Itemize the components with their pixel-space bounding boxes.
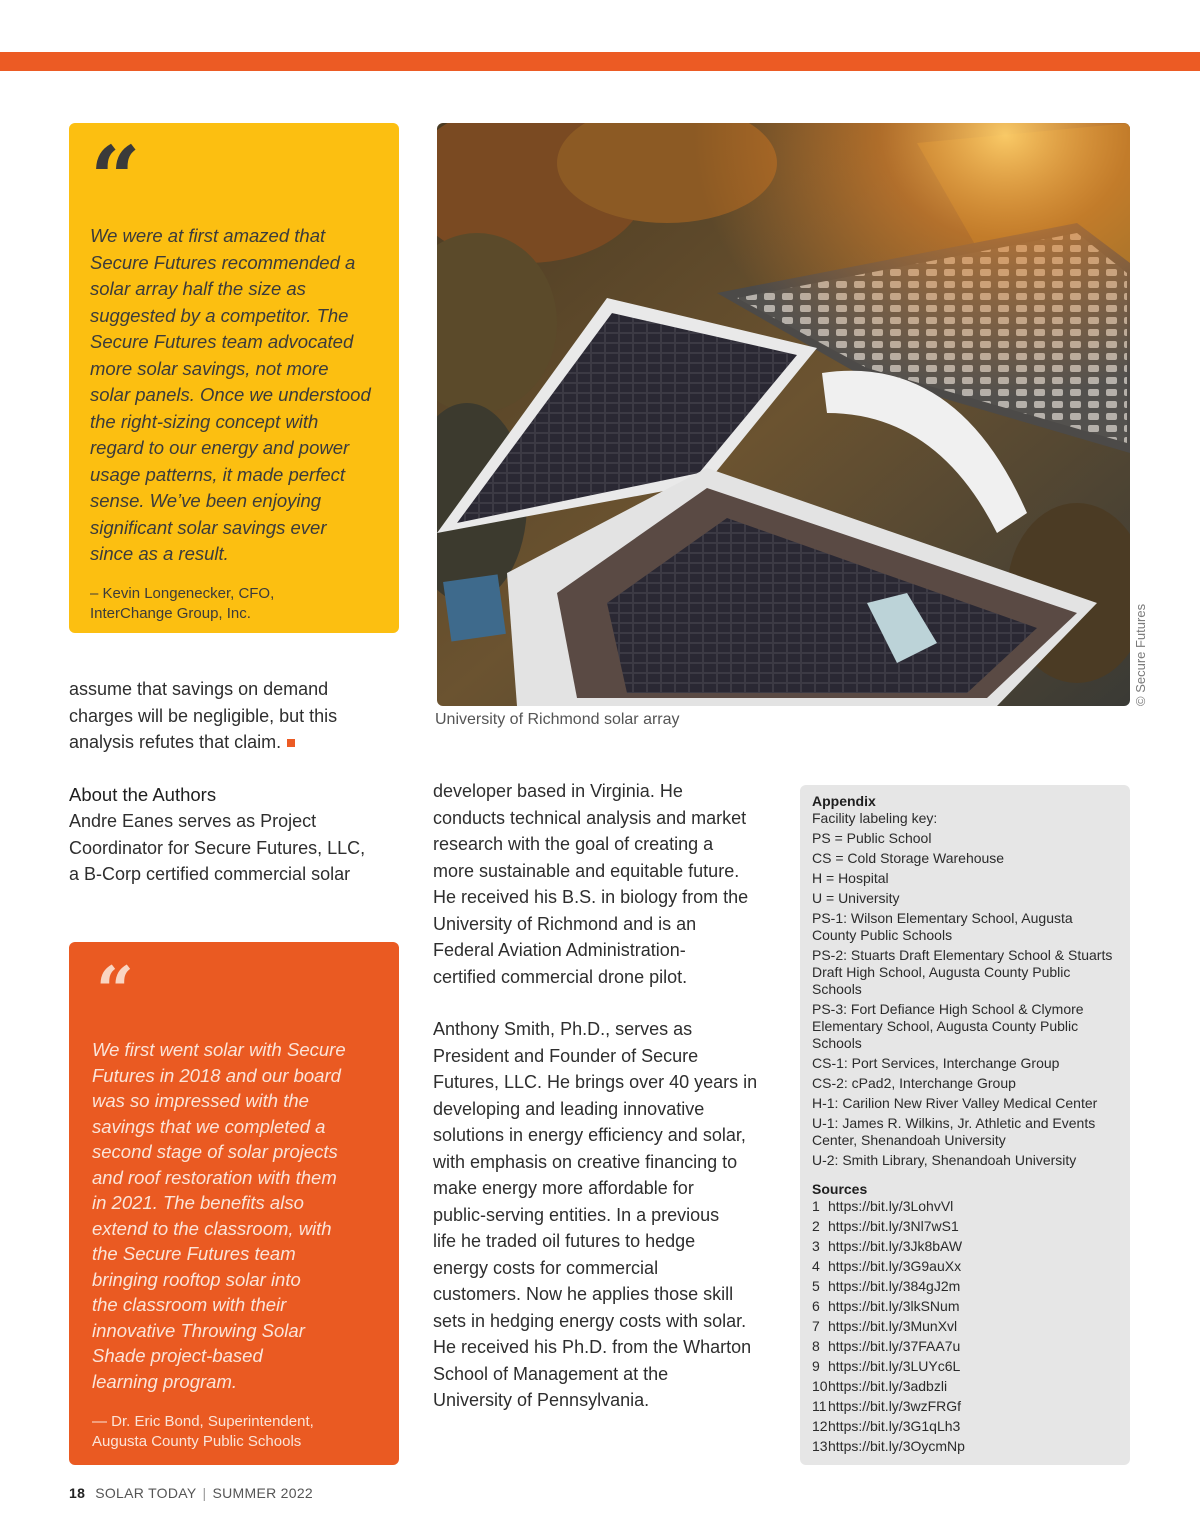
source-number: 10 xyxy=(812,1378,828,1394)
quote-text: We were at first amazed that Secure Futures recommended a solar array half the size as suggested by a competitor. The Secure Futures team advocated more solar savings, not more solar panels. Once we understood the right-sizing concept with regard to our energy and power usage patterns, it made perfect sense. We’ve been enjoying significant solar savings ever since as a result. xyxy=(90,225,371,564)
footer-separator: | xyxy=(202,1485,207,1501)
appendix-item: CS = Cold Storage Warehouse xyxy=(812,850,1005,866)
source-item[interactable] xyxy=(812,1198,1120,1215)
article-continuation xyxy=(69,676,389,756)
source-item[interactable] xyxy=(812,1418,1120,1435)
appendix-item: PS-1: Wilson Elementary School, Augusta County Public Schools xyxy=(812,910,1073,943)
source-item[interactable] xyxy=(812,1218,1120,1235)
source-number: 6 xyxy=(812,1298,820,1314)
source-item[interactable] xyxy=(812,1338,1120,1355)
source-item[interactable] xyxy=(812,1238,1120,1255)
source-item[interactable] xyxy=(812,1438,1120,1455)
source-link[interactable]: https://bit.ly/3Nl7wS1 xyxy=(828,1218,959,1234)
source-item[interactable] xyxy=(812,1378,1120,1395)
author-bios-column xyxy=(433,778,773,1414)
source-number: 11 xyxy=(812,1398,827,1414)
author-bio-eanes-continued: developer based in Virginia. He conducts technical analysis and market research with the goal of creating a more sustainable and equitable future. He received his B.S. in biology from the University of Richmond and is an Federal Aviation Administration- certified commercial drone pilot. xyxy=(433,781,749,987)
source-number: 3 xyxy=(812,1238,820,1254)
about-the-authors xyxy=(69,782,399,888)
page-footer xyxy=(69,1485,313,1501)
source-item[interactable] xyxy=(812,1278,1120,1295)
appendix-heading: Appendix xyxy=(812,793,876,809)
appendix-item: H = Hospital xyxy=(812,870,889,886)
source-link[interactable]: https://bit.ly/37FAA7u xyxy=(828,1338,961,1354)
appendix-list xyxy=(812,810,1120,1169)
pull-quote-longenecker xyxy=(69,123,399,633)
source-number: 5 xyxy=(812,1278,820,1294)
source-link[interactable]: https://bit.ly/3adbzli xyxy=(828,1378,948,1394)
author-bio-smith: Anthony Smith, Ph.D., serves as President and Founder of Secure Futures, LLC. He brings over 40 years in developing and leading innovative solutions in energy efficiency and solar, with emphasis on creative financing to make energy more affordable for public-serving entities. In a previous life he traded oil futures to hedge energy costs for commercial customers. Now he applies those skill sets in hedging energy costs with solar. He received his Ph.D. from the Wharton School of Management at the University of Pennsylvania. xyxy=(433,1019,758,1410)
source-link[interactable]: https://bit.ly/3LohvVl xyxy=(828,1198,954,1214)
source-number: 7 xyxy=(812,1318,820,1334)
source-number: 4 xyxy=(812,1258,820,1274)
source-link[interactable]: https://bit.ly/3MunXvl xyxy=(828,1318,958,1334)
source-link[interactable]: https://bit.ly/3G9auXx xyxy=(828,1258,962,1274)
appendix-item: CS-1: Port Services, Interchange Group xyxy=(812,1055,1060,1071)
source-number: 2 xyxy=(812,1218,820,1234)
appendix-item: U-2: Smith Library, Shenandoah University xyxy=(812,1152,1077,1168)
source-number: 9 xyxy=(812,1358,820,1374)
top-accent-bar xyxy=(0,52,1200,71)
page-number: 18 xyxy=(69,1485,86,1501)
appendix-item: H-1: Carilion New River Valley Medical Center xyxy=(812,1095,1098,1111)
appendix-item: PS-3: Fort Defiance High School & Clymore Elementary School, Augusta County Public Schools xyxy=(812,1001,1084,1051)
section-heading: About the Authors xyxy=(69,784,217,805)
source-link[interactable]: https://bit.ly/3G1qLh3 xyxy=(828,1418,961,1434)
source-number: 12 xyxy=(812,1418,828,1434)
quote-attribution: — Dr. Eric Bond, Superintendent, Augusta County Public Schools xyxy=(92,1413,314,1450)
source-item[interactable] xyxy=(812,1298,1120,1315)
appendix-item: CS-2: cPad2, Interchange Group xyxy=(812,1075,1016,1091)
issue-date: SUMMER 2022 xyxy=(212,1485,314,1501)
photo-caption: University of Richmond solar array xyxy=(435,711,680,728)
sources-heading: Sources xyxy=(812,1181,868,1197)
appendix-item: U = University xyxy=(812,890,900,906)
source-number: 8 xyxy=(812,1338,820,1354)
source-item[interactable] xyxy=(812,1358,1120,1375)
quote-text: We first went solar with Secure Futures in 2018 and our board was so impressed with the savings that we completed a second stage of solar projects and roof restoration with them in 2021. The benefits also extend to the classroom, with the Secure Futures team bringing rooftop solar into the classroom with their innovative Throwing Solar Shade project-based learning program. xyxy=(92,1039,346,1392)
source-number: 13 xyxy=(812,1438,828,1454)
source-link[interactable]: https://bit.ly/3lkSNum xyxy=(828,1298,960,1314)
quote-attribution: – Kevin Longenecker, CFO, InterChange Group, Inc. xyxy=(90,584,275,622)
appendix-box xyxy=(800,785,1130,1465)
appendix-item: Facility labeling key: xyxy=(812,810,938,826)
source-item[interactable] xyxy=(812,1258,1120,1275)
source-link[interactable]: https://bit.ly/3Jk8bAW xyxy=(828,1238,963,1254)
sources-list xyxy=(812,1198,1120,1455)
photo-credit: © Secure Futures xyxy=(1133,603,1148,706)
article-end-text: assume that savings on demand charges will be negligible, but this analysis refutes that claim. xyxy=(69,679,338,752)
end-of-article-icon xyxy=(287,739,295,747)
source-number: 1 xyxy=(812,1198,820,1214)
source-item[interactable] xyxy=(812,1398,1120,1415)
author-bio-eanes: Andre Eanes serves as Project Coordinator for Secure Futures, LLC, a B-Corp certified commercial solar xyxy=(69,811,366,884)
source-link[interactable]: https://bit.ly/384gJ2m xyxy=(828,1278,961,1294)
quote-mark-icon: “ xyxy=(90,143,141,205)
source-link[interactable]: https://bit.ly/3LUYc6L xyxy=(828,1358,961,1374)
source-item[interactable] xyxy=(812,1318,1120,1335)
source-link[interactable]: https://bit.ly/3OycmNp xyxy=(828,1438,965,1454)
appendix-item: U-1: James R. Wilkins, Jr. Athletic and Events Center, Shenandoah University xyxy=(812,1115,1096,1148)
appendix-item: PS = Public School xyxy=(812,830,932,846)
publication-name: SOLAR TODAY xyxy=(95,1485,197,1501)
source-link[interactable]: https://bit.ly/3wzFRGf xyxy=(828,1398,962,1414)
quote-mark-icon: “ xyxy=(96,964,134,1010)
pull-quote-bond xyxy=(69,942,399,1465)
appendix-item: PS-2: Stuarts Draft Elementary School & Stuarts Draft High School, Augusta County Public Schools xyxy=(812,947,1113,997)
solar-array-photo xyxy=(437,123,1130,706)
